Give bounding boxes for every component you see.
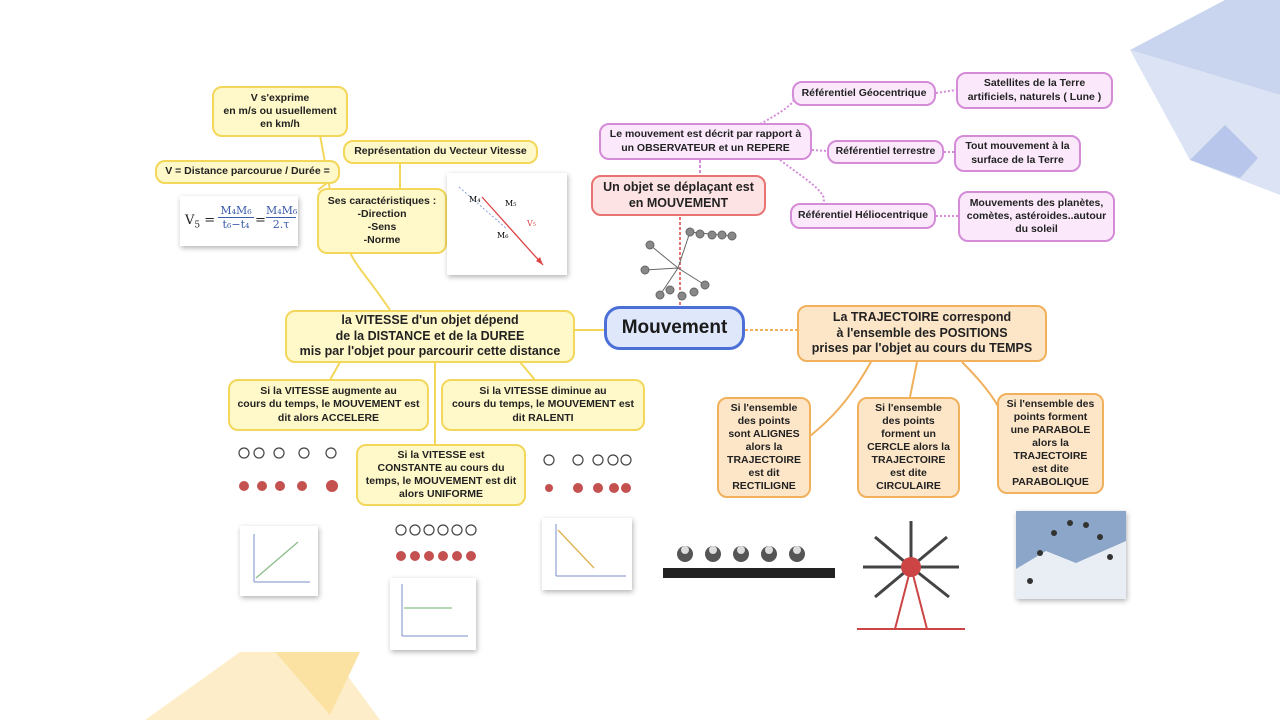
parabolic-image: [1016, 511, 1126, 599]
frame-heliocentric-desc: Mouvements des planètes, comètes, astéroides..autour du soleil: [958, 191, 1115, 242]
circular-node[interactable]: Si l'ensemble des points forment un CERCLE alors la TRAJECTOIRE est dite CIRCULAIRE: [857, 397, 960, 498]
frame-terrestrial-desc: Tout mouvement à la surface de la Terre: [954, 135, 1081, 172]
vec-m4: M₄: [469, 195, 481, 204]
circular-image: [857, 515, 965, 633]
frame-heliocentric[interactable]: Référentiel Héliocentrique: [790, 203, 936, 229]
motion-node[interactable]: Un objet se déplaçant est en MOUVEMENT: [591, 175, 766, 216]
vec-v5: V₅: [527, 219, 536, 228]
formula-num-2: M₄M₆: [266, 204, 298, 217]
formula-sub: 5: [194, 220, 201, 231]
trajectory-node[interactable]: La TRAJECTOIRE correspond à l'ensemble des POSITIONS prises par l'objet au cours du TEMPS: [797, 305, 1047, 362]
speed-characteristics-node: Ses caractéristiques : -Direction -Sens -Norme: [317, 188, 447, 254]
speed-vector-node: Représentation du Vecteur Vitesse: [343, 140, 538, 164]
formula-num-1: M₄M₆: [218, 204, 254, 218]
frame-geocentric[interactable]: Référentiel Géocentrique: [792, 81, 936, 106]
formula-den-1: t₆−t₄: [222, 218, 250, 231]
formula-den-2: 2.τ: [272, 218, 290, 231]
speed-formula-image: $V_5$ = $\frac{\text{M₄M₆}}{\text{t₆−t₄}}$ = $\frac{\text{M₄M₆}}{2.\tau}$: [180, 196, 298, 246]
speed-formula-node: V = Distance parcourue / Durée =: [155, 160, 340, 184]
central-node[interactable]: Mouvement: [604, 306, 745, 350]
speed-node[interactable]: la VITESSE d'un objet dépend de la DISTANCE et de la DUREE mis par l'objet pour parcourir cette distance: [285, 310, 575, 363]
slowed-graph: [542, 518, 632, 590]
slowed-node[interactable]: Si la VITESSE diminue au cours du temps, le MOUVEMENT est dit RALENTI: [441, 379, 645, 431]
vec-m6: M₆: [497, 231, 509, 240]
accelerated-graph: [240, 526, 318, 596]
frame-terrestrial[interactable]: Référentiel terrestre: [827, 140, 944, 164]
uniform-node[interactable]: Si la VITESSE est CONSTANTE au cours du temps, le MOUVEMENT est dit alors UNIFORME: [356, 444, 526, 506]
uniform-graph: [390, 578, 476, 650]
frame-geocentric-desc: Satellites de la Terre artificiels, naturels ( Lune ): [956, 72, 1113, 109]
vec-m5: M₅: [505, 199, 517, 208]
rectilinear-node[interactable]: Si l'ensemble des points sont ALIGNES alors la TRAJECTOIRE est dit RECTILIGNE: [717, 397, 811, 498]
formula-v: V: [185, 213, 195, 228]
rectilinear-image: [663, 538, 835, 580]
observer-node[interactable]: Le mouvement est décrit par rapport à un OBSERVATEUR et un REPERE: [599, 123, 812, 160]
parabolic-node[interactable]: Si l'ensemble des points forment une PARABOLE alors la TRAJECTOIRE est dite PARABOLIQUE: [997, 393, 1104, 494]
accelerated-node[interactable]: Si la VITESSE augmente au cours du temps, le MOUVEMENT est dit alors ACCELERE: [228, 379, 429, 431]
speed-unit-node: V s'exprime en m/s ou usuellement en km/h: [212, 86, 348, 137]
